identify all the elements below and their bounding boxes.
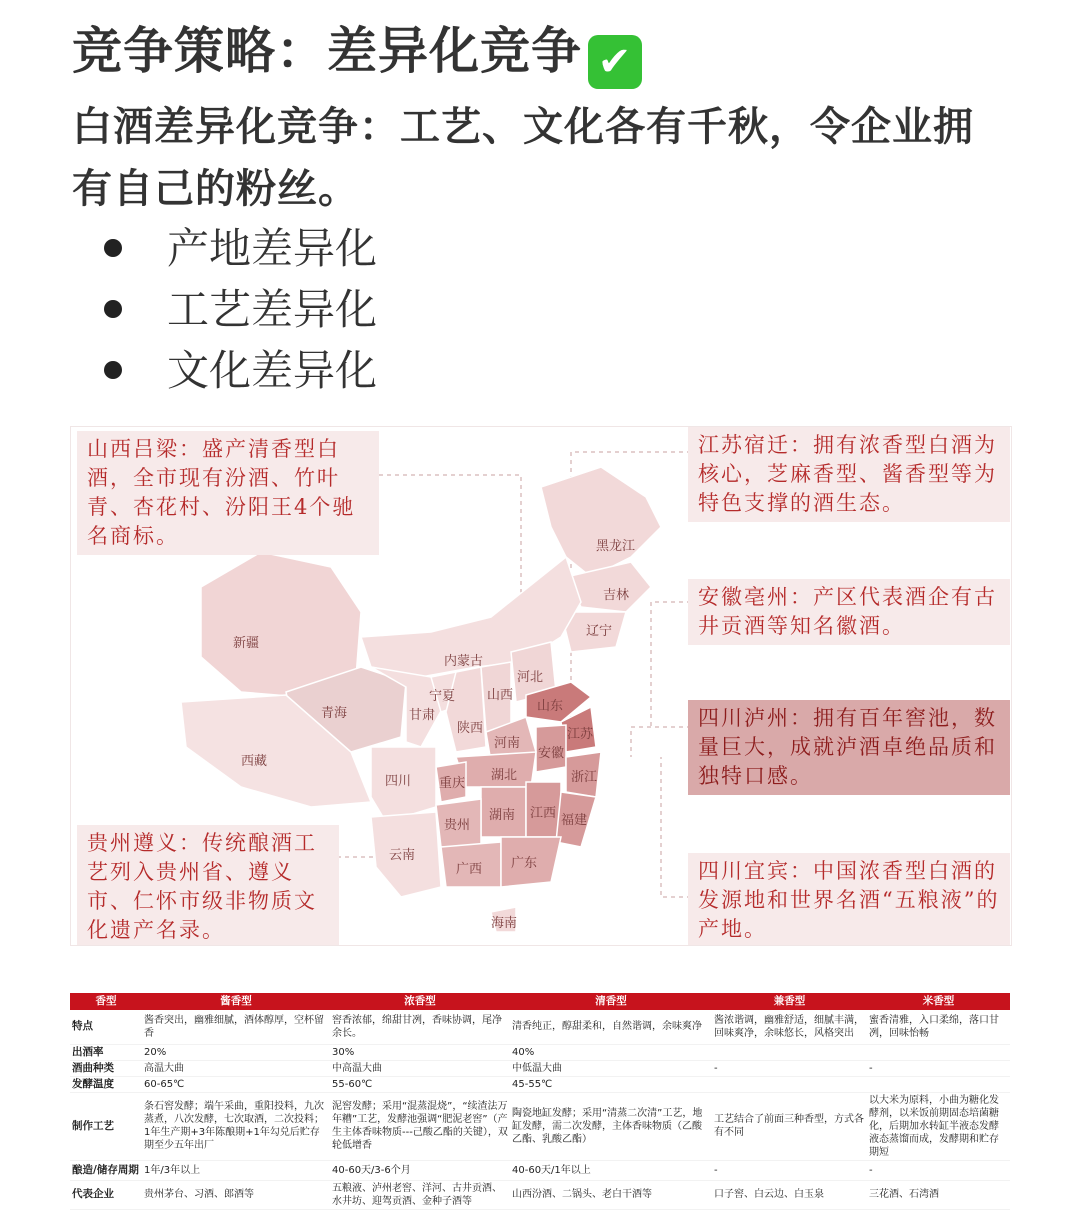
- table-cell: 高温大曲: [142, 1060, 330, 1076]
- bullet-item: [100, 340, 377, 401]
- note-anhui-bozhou: 安徽亳州：产区代表酒企有古井贡酒等知名徽酒。: [688, 579, 1010, 645]
- table-cell: 贵州茅台、习酒、郎酒等: [142, 1180, 330, 1209]
- table-header-cell: 香型: [70, 993, 142, 1010]
- table-cell: [712, 1076, 867, 1092]
- table-cell: 60-65℃: [142, 1076, 330, 1092]
- page-title: [72, 18, 642, 89]
- table-cell: 55-60℃: [330, 1076, 510, 1092]
- table-header-cell: 米香型: [867, 993, 1010, 1010]
- table-cell: -: [867, 1060, 1010, 1076]
- region-heilongjiang: [541, 467, 661, 577]
- table-header-row: [70, 993, 1010, 1010]
- table-cell: 1年/3年以上: [142, 1160, 330, 1180]
- table-cell: 山西汾酒、二锅头、老白干酒等: [510, 1180, 712, 1209]
- province-label: 福建: [561, 813, 588, 828]
- table-cell: 口子窖、白云边、白玉泉: [712, 1180, 867, 1209]
- leader-line-yibin: [661, 757, 691, 897]
- province-label: 内蒙古: [444, 654, 484, 669]
- table-cell: 30%: [330, 1044, 510, 1060]
- table-cell: 条石窖发酵；端午采曲，重阳投料，九次蒸煮，八次发酵，七次取酒，二次投料；1年生产期+3年陈酿期+1年勾兑后贮存期至少五年出厂: [142, 1092, 330, 1160]
- note-sichuan-yibin: 四川宜宾：中国浓香型白酒的发源地和世界名酒“五粮液”的产地。: [688, 853, 1010, 946]
- province-label: 宁夏: [429, 689, 456, 704]
- table-row-header: 代表企业: [70, 1180, 142, 1209]
- table-row: [70, 1160, 1010, 1180]
- bullet-item: [100, 279, 377, 340]
- leader-line-luzhou: [631, 727, 691, 757]
- province-label: 青海: [321, 706, 348, 721]
- province-label: 湖南: [489, 808, 516, 823]
- table-cell: 蜜香清雅，入口柔绵，落口甘冽，回味怡畅: [867, 1010, 1010, 1044]
- bullet-list: [100, 218, 377, 401]
- table-cell: 酱香突出，幽雅细腻，酒体醇厚，空杯留香: [142, 1010, 330, 1044]
- province-label: 广东: [511, 856, 538, 871]
- table-cell: [867, 1076, 1010, 1092]
- table-cell: 40-60天/3-6个月: [330, 1160, 510, 1180]
- table-cell: 40-60天/1年以上: [510, 1160, 712, 1180]
- aroma-type-table-wrap: [70, 993, 1010, 1210]
- table-cell: 40%: [510, 1044, 712, 1060]
- table-row: [70, 1044, 1010, 1060]
- province-label: 西藏: [241, 754, 268, 769]
- bullet-dot-icon: [104, 239, 122, 257]
- table-cell: 工艺结合了前面三种香型，方式各有不同: [712, 1092, 867, 1160]
- bullet-text: 文化差异化: [167, 346, 378, 395]
- table-cell: 窖香浓郁，绵甜甘冽，香味协调，尾净余长。: [330, 1010, 510, 1044]
- table-cell: 清香纯正，醇甜柔和，自然谐调，余味爽净: [510, 1010, 712, 1044]
- note-guizhou-zunyi: 贵州遵义：传统酿酒工艺列入贵州省、遵义市、仁怀市级非物质文化遗产名录。: [77, 825, 339, 946]
- table-header-cell: 兼香型: [712, 993, 867, 1010]
- table-row-header: 特点: [70, 1010, 142, 1044]
- province-label: 江苏: [567, 727, 594, 742]
- check-mark-icon: ✔: [588, 35, 642, 89]
- table-cell: [867, 1044, 1010, 1060]
- province-label: 贵州: [444, 818, 471, 833]
- province-label: 黑龙江: [596, 539, 636, 554]
- table-row-header: 酒曲种类: [70, 1060, 142, 1076]
- table-cell: 以大米为原料，小曲为糖化发酵剂，以米饭前期固态培菌糖化，后期加水转缸半液态发酵液态蒸馏而成，发酵期和贮存期短: [867, 1092, 1010, 1160]
- province-label: 江西: [530, 806, 557, 821]
- table-row-header: 出酒率: [70, 1044, 142, 1060]
- bullet-text: 产地差异化: [167, 224, 378, 273]
- table-row: [70, 1010, 1010, 1044]
- table-row: [70, 1076, 1010, 1092]
- province-label: 陕西: [457, 721, 484, 736]
- province-label: 新疆: [233, 636, 260, 651]
- province-label: 湖北: [491, 768, 518, 783]
- table-header-cell: 清香型: [510, 993, 712, 1010]
- table-cell: 五粮液、泸州老窖、洋河、古井贡酒、水井坊、迎驾贡酒、金种子酒等: [330, 1180, 510, 1209]
- province-label: 河北: [517, 670, 544, 685]
- page-title-text: 竞争策略：差异化竞争: [72, 22, 582, 80]
- subtitle: 白酒差异化竞争：工艺、文化各有千秋，令企业拥有自己的粉丝。: [72, 104, 974, 212]
- province-label: 安徽: [538, 746, 565, 761]
- province-label: 重庆: [439, 776, 466, 791]
- province-label: 浙江: [571, 770, 598, 785]
- note-shanxi-lvliang: 山西吕梁：盛产清香型白酒，全市现有汾酒、竹叶青、杏花村、汾阳王4个驰名商标。: [77, 431, 379, 555]
- province-label: 云南: [389, 848, 416, 863]
- table-cell: -: [867, 1160, 1010, 1180]
- table-row-header: 发酵温度: [70, 1076, 142, 1092]
- note-sichuan-luzhou: 四川泸州：拥有百年窖池，数量巨大，成就泸酒卓绝品质和独特口感。: [688, 700, 1010, 795]
- table-cell: 中高温大曲: [330, 1060, 510, 1076]
- table-cell: 泥窖发酵；采用“混蒸混烧”，“续渣法万年糟”工艺，发酵池强调“肥泥老窖”（产生主体香味物质---己酸乙酯的关键），双轮低增香: [330, 1092, 510, 1160]
- table-cell: -: [712, 1160, 867, 1180]
- table-cell: 陶瓷地缸发酵；采用“清蒸二次清”工艺，地缸发酵，需二次发酵，主体香味物质（乙酸乙酯、乳酸乙酯）: [510, 1092, 712, 1160]
- table-header-cell: 浓香型: [330, 993, 510, 1010]
- leader-line-anhui: [651, 602, 691, 727]
- province-label: 四川: [385, 774, 412, 789]
- table-cell: -: [712, 1060, 867, 1076]
- china-baijiu-map: [70, 426, 1012, 946]
- table-cell: 20%: [142, 1044, 330, 1060]
- aroma-type-table: [70, 993, 1010, 1210]
- province-label: 吉林: [603, 588, 630, 603]
- province-label: 山东: [537, 699, 564, 714]
- note-jiangsu-suqian: 江苏宿迁：拥有浓香型白酒为核心，芝麻香型、酱香型等为特色支撑的酒生态。: [688, 427, 1010, 522]
- table-cell: [712, 1044, 867, 1060]
- bullet-item: [100, 218, 377, 279]
- table-row-header: 制作工艺: [70, 1092, 142, 1160]
- table-row: [70, 1092, 1010, 1160]
- table-cell: 中低温大曲: [510, 1060, 712, 1076]
- bullet-text: 工艺差异化: [167, 285, 378, 334]
- province-label: 山西: [487, 688, 514, 703]
- bullet-dot-icon: [104, 300, 122, 318]
- province-label: 甘肃: [409, 708, 436, 723]
- province-label: 河南: [494, 736, 521, 751]
- bullet-dot-icon: [104, 361, 122, 379]
- table-cell: 三花酒、石湾酒: [867, 1180, 1010, 1209]
- table-row: [70, 1180, 1010, 1209]
- province-label: 海南: [491, 916, 518, 931]
- table-header-cell: 酱香型: [142, 993, 330, 1010]
- province-label: 广西: [456, 862, 483, 877]
- table-row: [70, 1060, 1010, 1076]
- province-label: 辽宁: [586, 624, 613, 639]
- table-row-header: 酿造/储存周期: [70, 1160, 142, 1180]
- table-cell: 酱浓谐调，幽雅舒适，细腻丰满，回味爽净，余味悠长，风格突出: [712, 1010, 867, 1044]
- table-cell: 45-55℃: [510, 1076, 712, 1092]
